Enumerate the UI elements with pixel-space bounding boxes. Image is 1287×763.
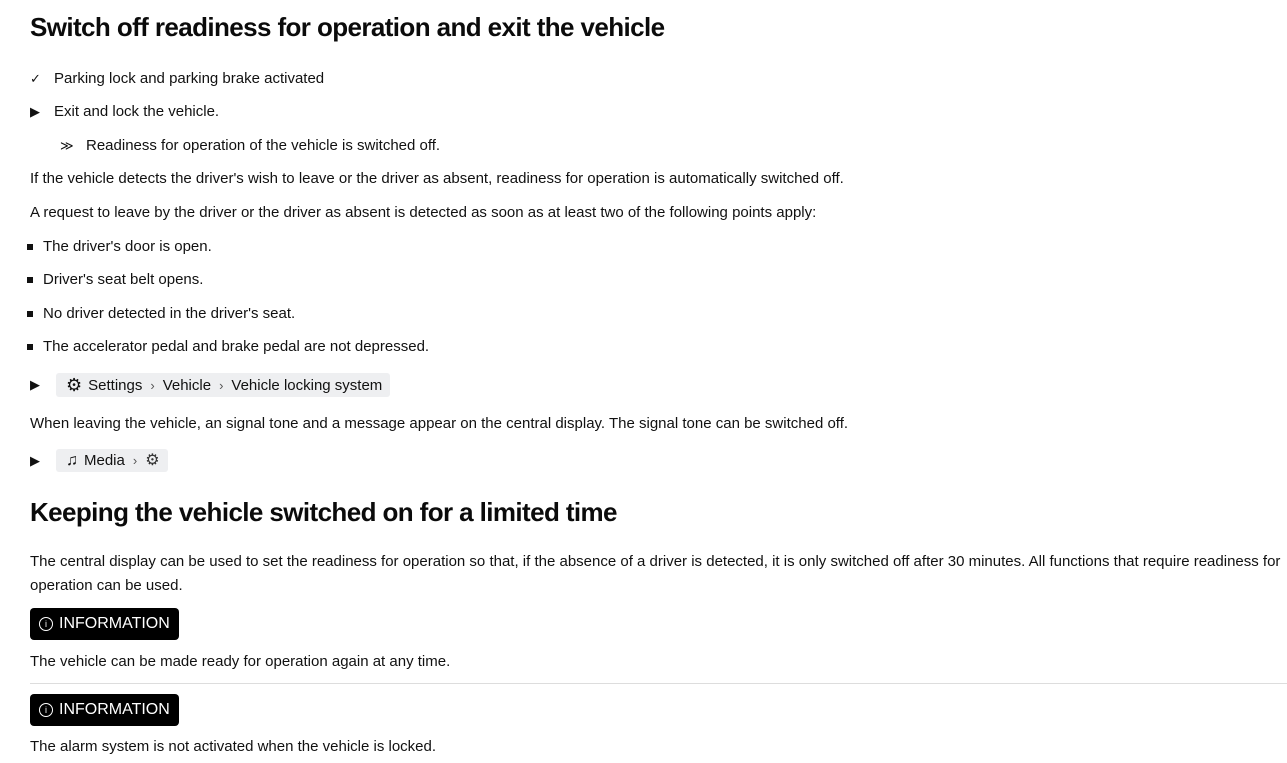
information-badge (30, 694, 179, 726)
settings-path (30, 373, 390, 397)
information-label: INFORMATION (59, 701, 170, 718)
result (60, 137, 440, 154)
info-icon: i (39, 703, 53, 717)
music-note-icon: ♫ (66, 451, 78, 469)
paragraph: The central display can be used to set the readiness for operation so that, if the absence of a driver is detected, it is only switched off after 30 minutes. All functions that require readiness for (30, 553, 1281, 570)
step-text: Exit and lock the vehicle. (54, 103, 220, 120)
list-item-text: The driver's door is open. (43, 238, 212, 255)
breadcrumb-chip[interactable] (56, 449, 168, 472)
list-item-text: Driver's seat belt opens. (43, 271, 204, 288)
paragraph: When leaving the vehicle, an signal tone and a message appear on the central display. The signal tone can be switched off. (30, 415, 849, 432)
information-text: The vehicle can be made ready for operation again at any time. (30, 653, 451, 670)
bullet-icon (27, 244, 33, 250)
chevron-right-icon: › (150, 377, 155, 393)
media-path (30, 449, 168, 472)
breadcrumb-chip[interactable] (56, 373, 390, 397)
double-chevron-icon: ≫ (60, 137, 74, 153)
section-title: Keeping the vehicle switched on for a limited time (30, 497, 617, 527)
chevron-right-icon: › (132, 453, 138, 468)
bullet-icon (27, 344, 33, 350)
information-badge (30, 608, 179, 640)
bullet-icon (27, 277, 33, 283)
section-title: Switch off readiness for operation and exit the vehicle (30, 12, 665, 42)
gear-outline-icon: ⚙ (145, 451, 160, 469)
precondition (30, 70, 324, 87)
paragraph: operation can be used. (30, 577, 183, 594)
play-arrow-icon: ▶ (30, 452, 40, 468)
play-arrow-icon: ▶ (30, 377, 40, 392)
list-item (30, 305, 295, 322)
gear-icon: ⚙ (66, 375, 83, 395)
step (30, 103, 219, 120)
bullet-icon (27, 311, 33, 317)
list-item (30, 238, 212, 255)
play-arrow-icon: ▶ (30, 103, 40, 119)
divider (30, 683, 1287, 684)
breadcrumb-item: Vehicle locking system (231, 376, 383, 394)
list-item-text: No driver detected in the driver's seat. (43, 305, 296, 322)
check-icon: ✓ (30, 70, 41, 86)
information-label: INFORMATION (59, 615, 170, 632)
info-icon: i (39, 617, 53, 631)
breadcrumb-item: Settings (88, 376, 143, 394)
breadcrumb-item: Media (84, 452, 125, 469)
precondition-text: Parking lock and parking brake activated (54, 70, 325, 87)
list-item-text: The accelerator pedal and brake pedal are not depressed. (43, 338, 430, 355)
chevron-right-icon: › (219, 377, 224, 393)
result-text: Readiness for operation of the vehicle is switched off. (86, 137, 441, 154)
breadcrumb-item: Vehicle (162, 376, 212, 394)
paragraph: A request to leave by the driver or the driver as absent is detected as soon as at least two of the following points apply: (30, 204, 817, 221)
list-item (30, 271, 203, 288)
information-text: The alarm system is not activated when the vehicle is locked. (30, 738, 437, 755)
paragraph: If the vehicle detects the driver's wish to leave or the driver as absent, readiness for operation is automatically switched off. (30, 170, 844, 187)
list-item (30, 338, 429, 355)
